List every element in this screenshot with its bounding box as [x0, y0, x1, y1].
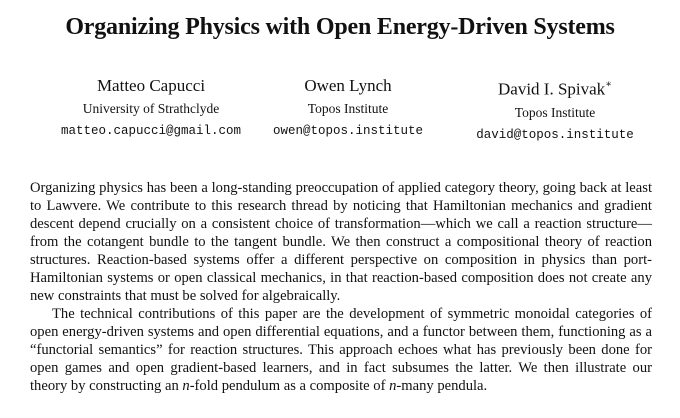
author-3 [455, 76, 655, 145]
author-1 [40, 76, 262, 141]
author-3-email: david@topos.institute [476, 127, 634, 142]
author-block [0, 76, 680, 146]
paper-title: Organizing Physics with Open Energy-Driven Systems [65, 14, 615, 40]
author-1-name: Matteo Capucci [96, 76, 206, 95]
author-3-affiliation: Topos Institute [514, 104, 596, 120]
abstract [30, 179, 652, 395]
author-2 [263, 76, 433, 141]
author-3-footnote-mark: ∗ [605, 79, 612, 90]
author-1-affiliation: University of Strathclyde [82, 101, 220, 116]
author-2-email: owen@topos.institute [272, 124, 424, 138]
abstract-paragraph-2: The technical contributions of this paper are the development of symmetric monoidal categories of open energy-driven systems and open differential equations, and a functor between them, functioning as a “functorial semantics” for reaction structures. This approach echoes what has previously been done for open games and open gradient-based learners, and in fact subsumes the latter. We then illustrate our theory by constructing an n-fold pendulum as a composite of n-many pendula. [30, 306, 652, 394]
abstract-paragraph-1: Organizing physics has been a long-standing preoccupation of applied category theory, going back at least to Lawvere. We contribute to this research thread by noticing that Hamiltonian mechanics and gradient descent depend crucially on a consistent choice of transformation—which we call a reaction structure—from the cotangent bundle to the tangent bundle. We then construct a compositional theory of reaction structures. Reaction-based systems offer a different perspective on composition in physics than port-Hamiltonian systems or open classical mechanics, in that reaction-based composition does not create any new constraints that must be solved for algebraically. [30, 180, 652, 304]
author-2-affiliation: Topos Institute [307, 101, 389, 116]
author-2-name: Owen Lynch [304, 76, 392, 95]
author-3-name: David I. Spivak∗ [498, 79, 612, 99]
author-1-email: matteo.capucci@gmail.com [60, 124, 242, 138]
